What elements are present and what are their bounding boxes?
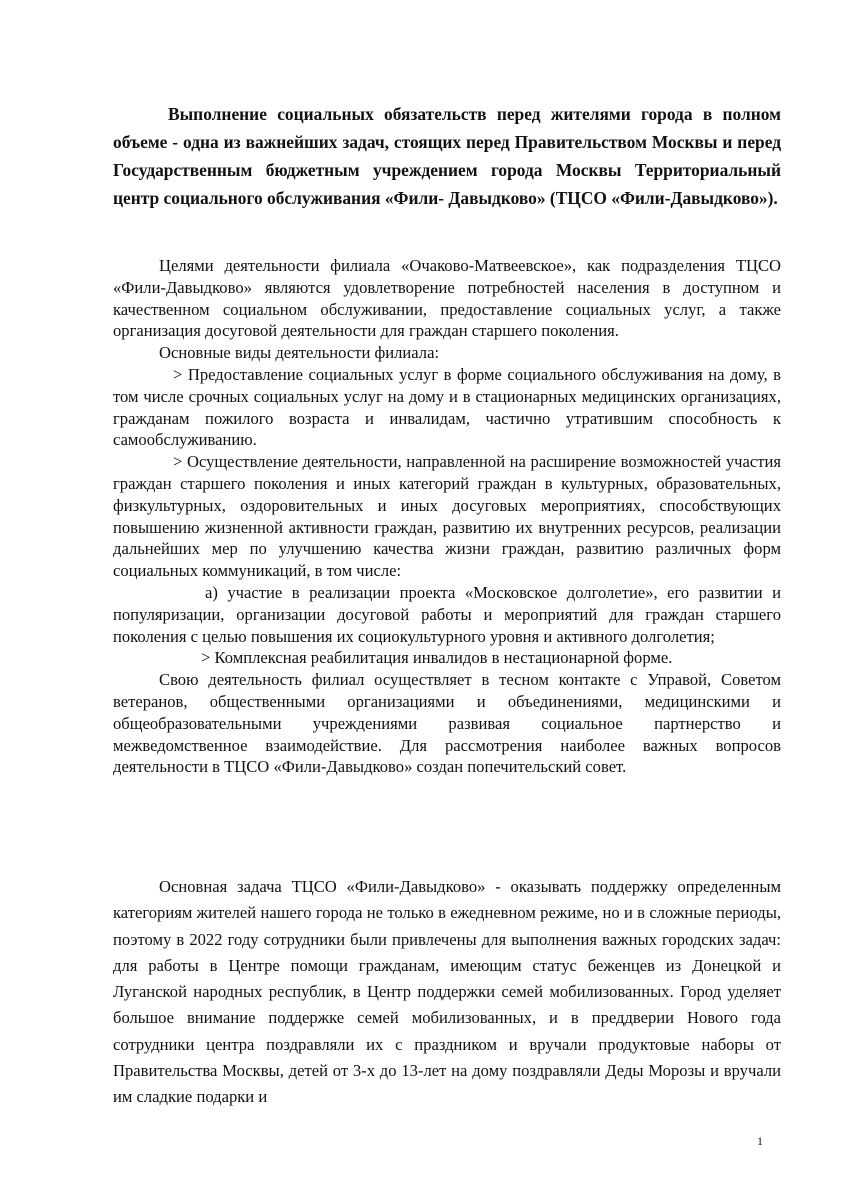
paragraph-activities-intro: Основные виды деятельности филиала: [159,343,440,363]
second-text-block [113,874,781,1111]
subitem-moscow-longevity: а) участие в реализации проекта «Московское долголетие», его развитии и популяризации, организации досуговой работы и мероприятий для граждан старшего поколения с целью повышения их социокультурного уровня и активного долголетия; [113,582,781,646]
page-number: 1 [757,1134,763,1148]
document-heading: Выполнение социальных обязательств перед жителями города в полном объеме - одна из важнейших задач, стоящих перед Правительством Москвы и перед Государственным бюджетным учреждением города Москвы Территориальный центр социального обслуживания «Фили- Давыдково» (ТЦСО «Фили-Давыдково»). [113,104,781,208]
bullet-rehabilitation: > Комплексная реабилитация инвалидов в нестационарной форме. [201,648,673,668]
main-text-block [113,255,781,778]
paragraph-goals: Целями деятельности филиала «Очаково-Матвеевское», как подразделения ТЦСО «Фили-Давыдково» являются удовлетворение потребностей населения в доступном и качественном социальном обслуживании, предоставление социальных услуг, а также организация досуговой деятельности для граждан старшего поколения. [113,256,781,341]
paragraph-main-task: Основная задача ТЦСО «Фили-Давыдково» - оказывать поддержку определенным категориям жителей нашего города не только в ежедневном режиме, но и в сложные периоды, поэтому в 2022 году сотрудники были привлечены для выполнения важных городских задач: для работы в Центре помощи гражданам, имеющим статус беженцев из Донецкой и Луганской народных республик, в Центр поддержки семей мобилизованных. Город уделяет большое внимание поддержке семей мобилизованных, и в преддверии Нового года сотрудники центра поздравляли их с праздником и вручали продуктовые наборы от Правительства Москвы, детей от 3-х до 13-лет на дому поздравляли Деды Морозы и вручали им сладкие подарки и [113,877,781,1107]
bullet-activity: > Осуществление деятельности, направленной на расширение возможностей участия граждан старшего поколения и иных категорий граждан в культурных, образовательных, физкультурных, оздоровительных и иных досуговых мероприятиях, способствующих повышению жизненной активности граждан, развитию их внутренних ресурсов, реализации дальнейших мер по улучшению качества жизни граждан, развитию различных форм социальных коммуникаций, в том числе: [113,452,781,581]
bullet-social-services: > Предоставление социальных услуг в форме социального обслуживания на дому, в том числе срочных социальных услуг на дому и в стационарных медицинских организациях, гражданам пожилого возраста и инвалидам, частично утратившим способность к самообслуживанию. [113,364,781,450]
paragraph-partnership: Свою деятельность филиал осуществляет в тесном контакте с Управой, Советом ветеранов, общественными организациями и объединениями, медицинскими и общеобразовательными учреждениями развивая социальное партнерство и межведомственное взаимодействие. Для рассмотрения наиболее важных вопросов деятельности в ТЦСО «Фили-Давыдково» создан попечительский совет. [113,670,781,777]
